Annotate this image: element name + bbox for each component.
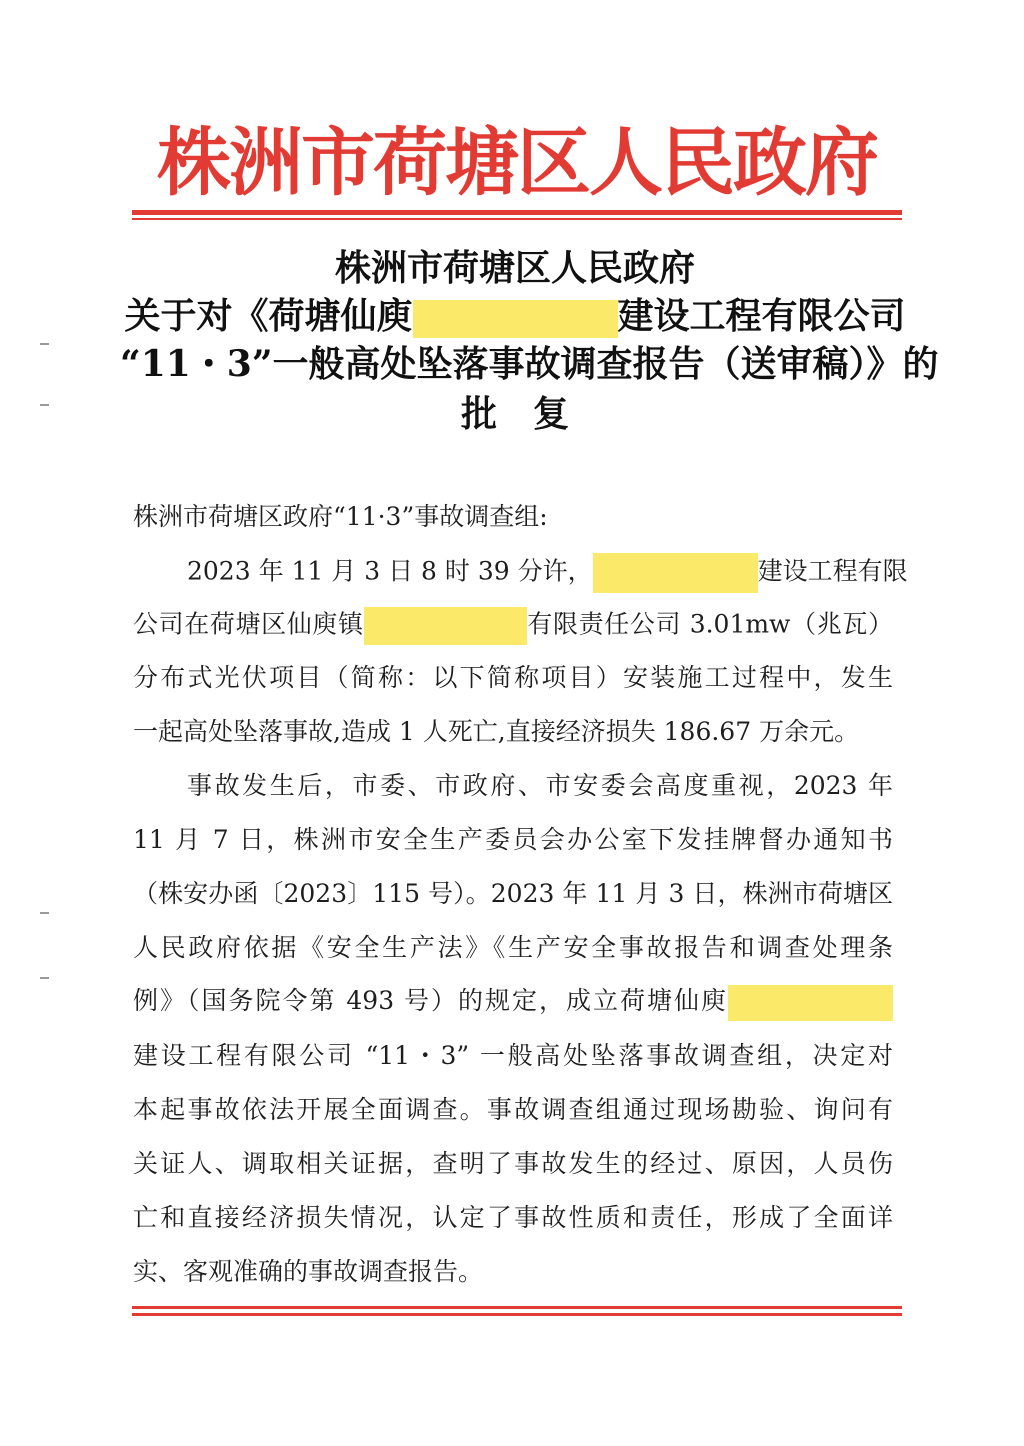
paragraph-1-line-4: 一起高处坠落事故,造成 1 人死亡,直接经济损失 186.67 万余元。 <box>133 717 860 746</box>
paragraph-2-line-7: 本起事故依法开展全面调查。事故调查组通过现场勘验、询问有 <box>133 1095 893 1124</box>
letterhead-rule-thick <box>132 210 902 215</box>
addressee: 株洲市荷塘区政府“11·3”事故调查组: <box>133 502 548 531</box>
p1-l1-after: 建设工程有限 <box>757 556 908 586</box>
paragraph-1-line-1 <box>187 553 908 593</box>
redaction-block <box>364 607 527 645</box>
redaction-block <box>593 553 758 593</box>
paragraph-2-line-8: 关证人、调取相关证据，查明了事故发生的经过、原因，人员伤 <box>133 1149 893 1178</box>
paragraph-2-line-10: 实、客观准确的事故调查报告。 <box>133 1257 484 1286</box>
paragraph-2-line-6: 建设工程有限公司 “11・3” 一般高处坠落事故调查组，决定对 <box>133 1041 893 1070</box>
title-line-3: “11・3”一般高处坠落事故调查报告（送审稿）》的 <box>120 343 939 385</box>
paragraph-2-line-1: 事故发生后，市委、市政府、市安委会高度重视，2023 年 <box>187 771 893 800</box>
title-line-2-suffix: 建设工程有限公司 <box>617 295 906 337</box>
p1-l2-before: 公司在荷塘区仙庾镇 <box>133 609 364 639</box>
title-line-2-prefix: 关于对《荷塘仙庾 <box>124 295 413 337</box>
paragraph-2-line-9: 亡和直接经济损失情况，认定了事故性质和责任，形成了全面详 <box>133 1203 893 1232</box>
paragraph-2-line-5 <box>133 984 893 1021</box>
title-line-2 <box>120 292 910 340</box>
p1-l1-before: 2023 年 11 月 3 日 8 时 39 分许， <box>187 556 593 586</box>
paragraph-1-line-3: 分布式光伏项目（简称：以下简称项目）安装施工过程中，发生 <box>133 663 893 692</box>
p1-l2-after: 有限责任公司 3.01mw（兆瓦） <box>526 609 893 639</box>
paragraph-2-line-4: 人民政府依据《安全生产法》《生产安全事故报告和调查处理条 <box>133 933 893 962</box>
letterhead-rule-thin <box>132 218 902 220</box>
letterhead-org-name: 株洲市荷塘区人民政府 <box>157 120 877 206</box>
scan-margin-mark <box>40 912 49 914</box>
title-line-1: 株洲市荷塘区人民政府 <box>334 247 695 289</box>
footer-rule-bottom <box>132 1313 902 1316</box>
redaction-block <box>728 985 893 1021</box>
scan-margin-mark <box>40 343 49 345</box>
paragraph-2-line-3: （株安办函〔2023〕115 号）。2023 年 11 月 3 日，株洲市荷塘区 <box>133 879 893 908</box>
scan-margin-mark <box>40 977 49 979</box>
redaction-block <box>413 300 618 338</box>
title-line-4: 批 复 <box>460 393 569 435</box>
scan-margin-mark <box>40 404 49 406</box>
footer-rule-top <box>132 1306 902 1309</box>
p2-l5-before: 例》（国务院令第 493 号）的规定，成立荷塘仙庾 <box>133 986 728 1015</box>
paragraph-2-line-2: 11 月 7 日，株洲市安全生产委员会办公室下发挂牌督办通知书 <box>133 825 893 854</box>
paragraph-1-line-2 <box>133 607 893 645</box>
